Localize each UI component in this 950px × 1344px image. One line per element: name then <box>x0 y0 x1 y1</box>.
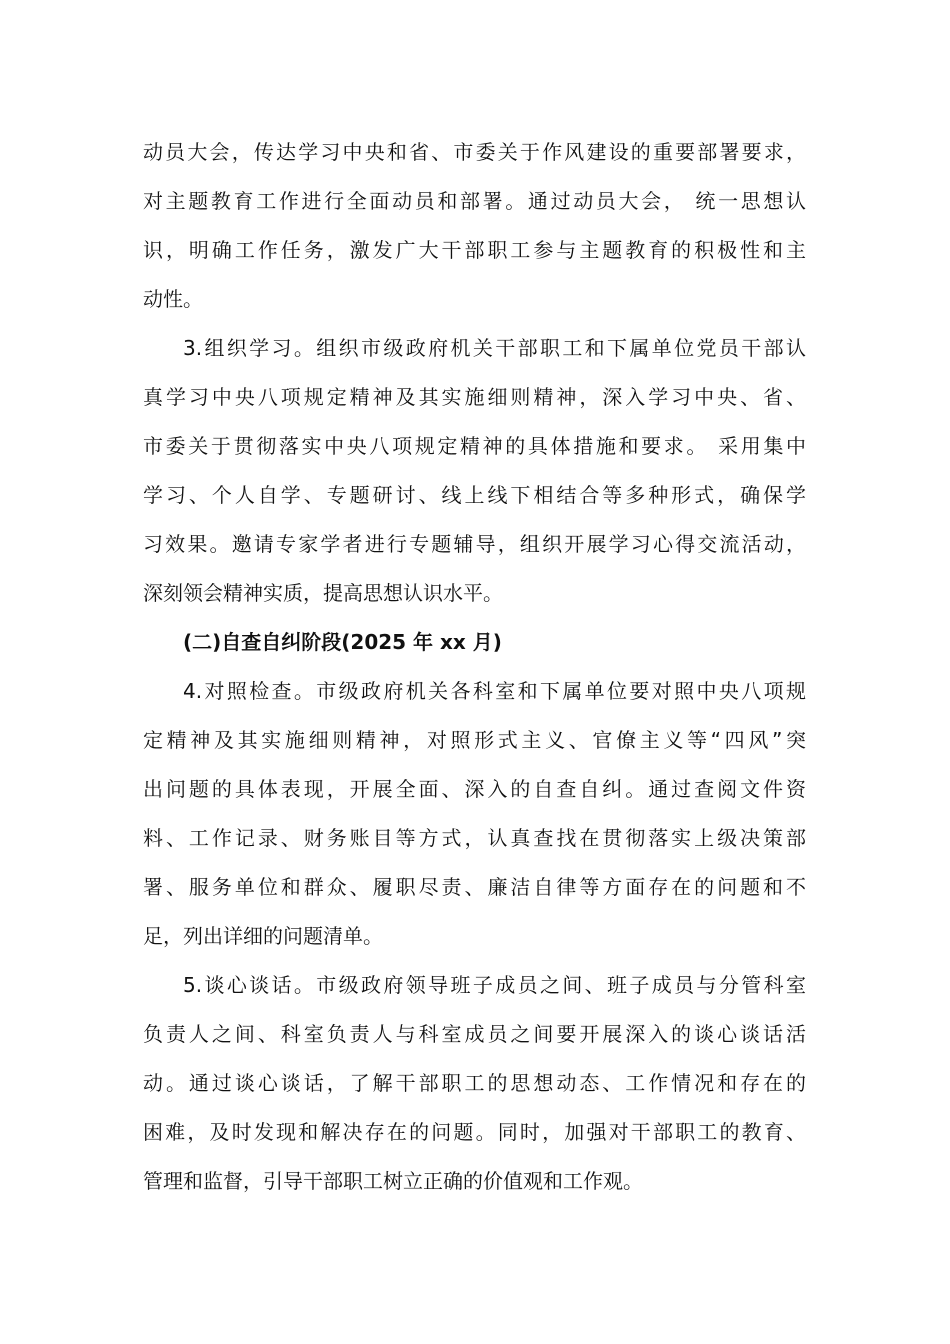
text-line: 习效果。邀请专家学者进行专题辅导，组织开展学习心得交流活动， <box>143 532 806 556</box>
paragraph <box>143 667 806 961</box>
text-line: 管理和监督，引导干部职工树立正确的价值观和工作观。 <box>143 1169 643 1193</box>
text-line: 动员大会，传达学习中央和省、市委关于作风建设的重要部署要求， <box>143 140 806 164</box>
document-page <box>143 128 806 1206</box>
text-line: 料、工作记录、财务账目等方式，认真查找在贯彻落实上级决策部 <box>143 826 806 850</box>
text-line: 学习、个人自学、专题研讨、线上线下相结合等多种形式，确保学 <box>143 483 806 507</box>
text-line: 出问题的具体表现，开展全面、深入的自查自纠。通过查阅文件资 <box>143 777 806 801</box>
paragraph <box>143 128 806 324</box>
text-line: 真学习中央八项规定精神及其实施细则精神，深入学习中央、省、 <box>143 385 806 409</box>
text-line: 3.组织学习。组织市级政府机关干部职工和下属单位党员干部认 <box>183 336 806 360</box>
section-heading <box>143 618 806 667</box>
text-line: 困难，及时发现和解决存在的问题。同时，加强对干部职工的教育、 <box>143 1120 806 1144</box>
text-line: 5.谈心谈话。市级政府领导班子成员之间、班子成员与分管科室 <box>183 973 806 997</box>
text-line: 市委关于贯彻落实中央八项规定精神的具体措施和要求。 采用集中 <box>143 434 806 458</box>
text-line: 识，明确工作任务，激发广大干部职工参与主题教育的积极性和主 <box>143 238 806 262</box>
text-line: 4.对照检查。市级政府机关各科室和下属单位要对照中央八项规 <box>183 679 806 703</box>
text-line: 深刻领会精神实质，提高思想认识水平。 <box>143 581 503 605</box>
text-line: 署、服务单位和群众、履职尽责、廉洁自律等方面存在的问题和不 <box>143 875 806 899</box>
text-line: (二)自查自纠阶段(2025 年 xx 月) <box>183 630 502 654</box>
text-line: 对主题教育工作进行全面动员和部署。通过动员大会， 统一思想认 <box>143 189 806 213</box>
text-line: 足，列出详细的问题清单。 <box>143 924 383 948</box>
paragraph <box>143 324 806 618</box>
paragraph <box>143 961 806 1206</box>
text-line: 负责人之间、科室负责人与科室成员之间要开展深入的谈心谈话活 <box>143 1022 806 1046</box>
text-line: 动性。 <box>143 287 203 311</box>
text-line: 动。通过谈心谈话，了解干部职工的思想动态、工作情况和存在的 <box>143 1071 806 1095</box>
text-line: 定精神及其实施细则精神，对照形式主义、官僚主义等“四风”突 <box>143 728 806 752</box>
